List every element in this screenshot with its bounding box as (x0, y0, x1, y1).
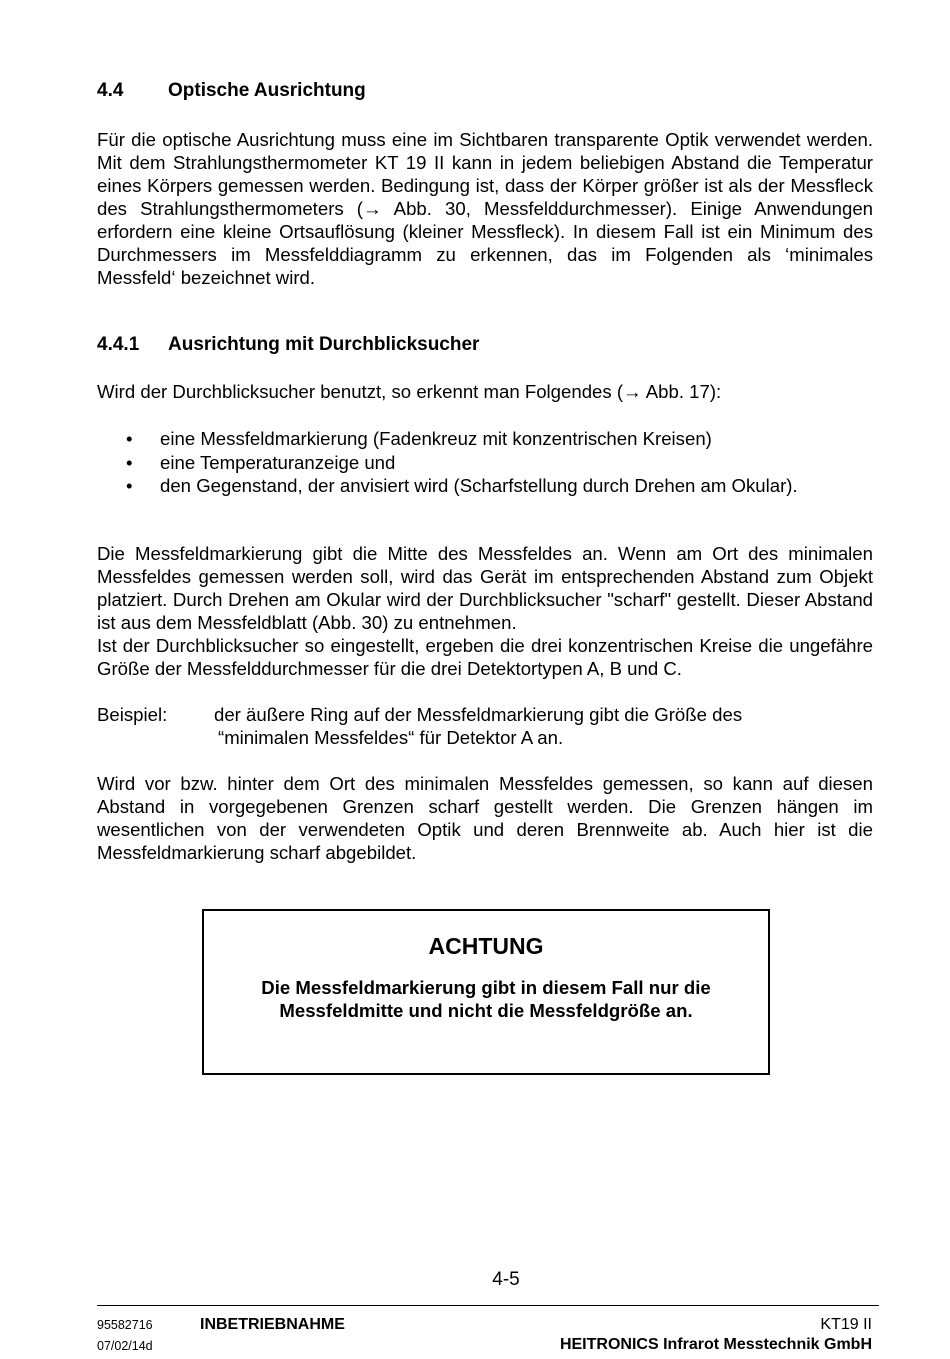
section-paragraph-text: Für die optische Ausrichtung muss eine im Sichtbaren transparente Optik verwendet werden. Mit dem Strahlungsthermometer KT 19 II kann in jedem beliebigen Abstand die Temperatur eines Körpers gemessen werden. Bedingung ist, dass der Körper größer ist als der Messfleck des Strahlungsthermometers (→ Abb. 30, Messfelddurchmesser). Einige Anwendungen erfordern eine kleine Ortsauflösung (kleiner Messfleck). In diesem Fall ist ein Minimum des Durchmessers im Messfelddiagramm zu erkennen, das im Folgenden als ‘minimales Messfeld‘ bezeichnet wird. (97, 129, 873, 288)
section-number: 4.4 (97, 80, 124, 101)
section-paragraph (97, 128, 873, 289)
warning-line: Die Messfeldmarkierung gibt in diesem Fall nur die (261, 977, 711, 998)
list-item (97, 451, 873, 475)
section-heading (97, 80, 366, 102)
list-item-text: eine Temperaturanzeige und (160, 451, 396, 473)
subsection-intro-text: Wird der Durchblicksucher benutzt, so erkennt man Folgendes (→ Abb. 17): (97, 381, 722, 402)
closing-paragraph (97, 772, 873, 864)
footer-doc-number: 95582716 (97, 1318, 153, 1332)
list-item (97, 427, 873, 451)
footer-divider (97, 1305, 879, 1306)
example-label: Beispiel: (97, 704, 168, 725)
paragraph-text: Ist der Durchblicksucher so eingestellt, ergeben die drei konzentrischen Kreise die ungefähre Größe der Messfelddurchmesser für die drei Detektortypen A, B und C. (97, 635, 873, 679)
bullet-icon: • (126, 428, 133, 449)
subsection-title: Ausrichtung mit Durchblicksucher (168, 334, 480, 355)
subsection-intro (97, 380, 873, 403)
paragraph-text: Die Messfeldmarkierung gibt die Mitte des Messfeldes an. Wenn am Ort des minimalen Messfeldes gemessen werden soll, wird das Gerät im entsprechenden Abstand zum Objekt platziert. Durch Drehen am Okular wird der Durchblicksucher "scharf" gestellt. Dieser Abstand ist aus dem Messfeldblatt (Abb. 30) zu entnehmen. (97, 543, 873, 633)
warning-title: ACHTUNG (428, 933, 544, 959)
footer-date: 07/02/14d (97, 1339, 153, 1353)
list-item-text: eine Messfeldmarkierung (Fadenkreuz mit konzentrischen Kreisen) (160, 428, 712, 449)
bullet-icon: • (126, 475, 133, 496)
paragraph-text: Wird vor bzw. hinter dem Ort des minimalen Messfeldes gemessen, so kann auf diesen Abstand in vorgegebenen Grenzen scharf gestellt werden. Die Grenzen hängen im wesentlichen von der verwendeten Optik und deren Brennweite ab. Auch hier ist die Messfeldmarkierung scharf abgebildet. (97, 773, 873, 863)
warning-box (202, 909, 770, 1075)
example-text (214, 703, 854, 749)
footer-product: KT19 II (820, 1316, 872, 1333)
bullet-list (97, 427, 873, 498)
example-line: der äußere Ring auf der Messfeldmarkierung gibt die Größe des (214, 704, 743, 725)
subsection-heading (97, 334, 479, 356)
example-line: “minimalen Messfeldes“ für Detektor A an. (218, 727, 564, 748)
warning-line: Messfeldmitte und nicht die Messfeldgröße an. (279, 1000, 693, 1021)
list-item-text: den Gegenstand, der anvisiert wird (Scharfstellung durch Drehen am Okular). (160, 475, 798, 496)
footer-company: HEITRONICS Infrarot Messtechnik GmbH (559, 1336, 872, 1353)
list-item (97, 474, 873, 498)
section-title: Optische Ausrichtung (168, 80, 366, 101)
footer-chapter: INBETRIEBNAHME (200, 1316, 345, 1333)
warning-text (204, 976, 768, 1022)
page-number: 4-5 (492, 1269, 520, 1290)
subsection-paragraph (97, 542, 873, 680)
subsection-number: 4.4.1 (97, 334, 140, 355)
bullet-icon: • (126, 451, 133, 473)
